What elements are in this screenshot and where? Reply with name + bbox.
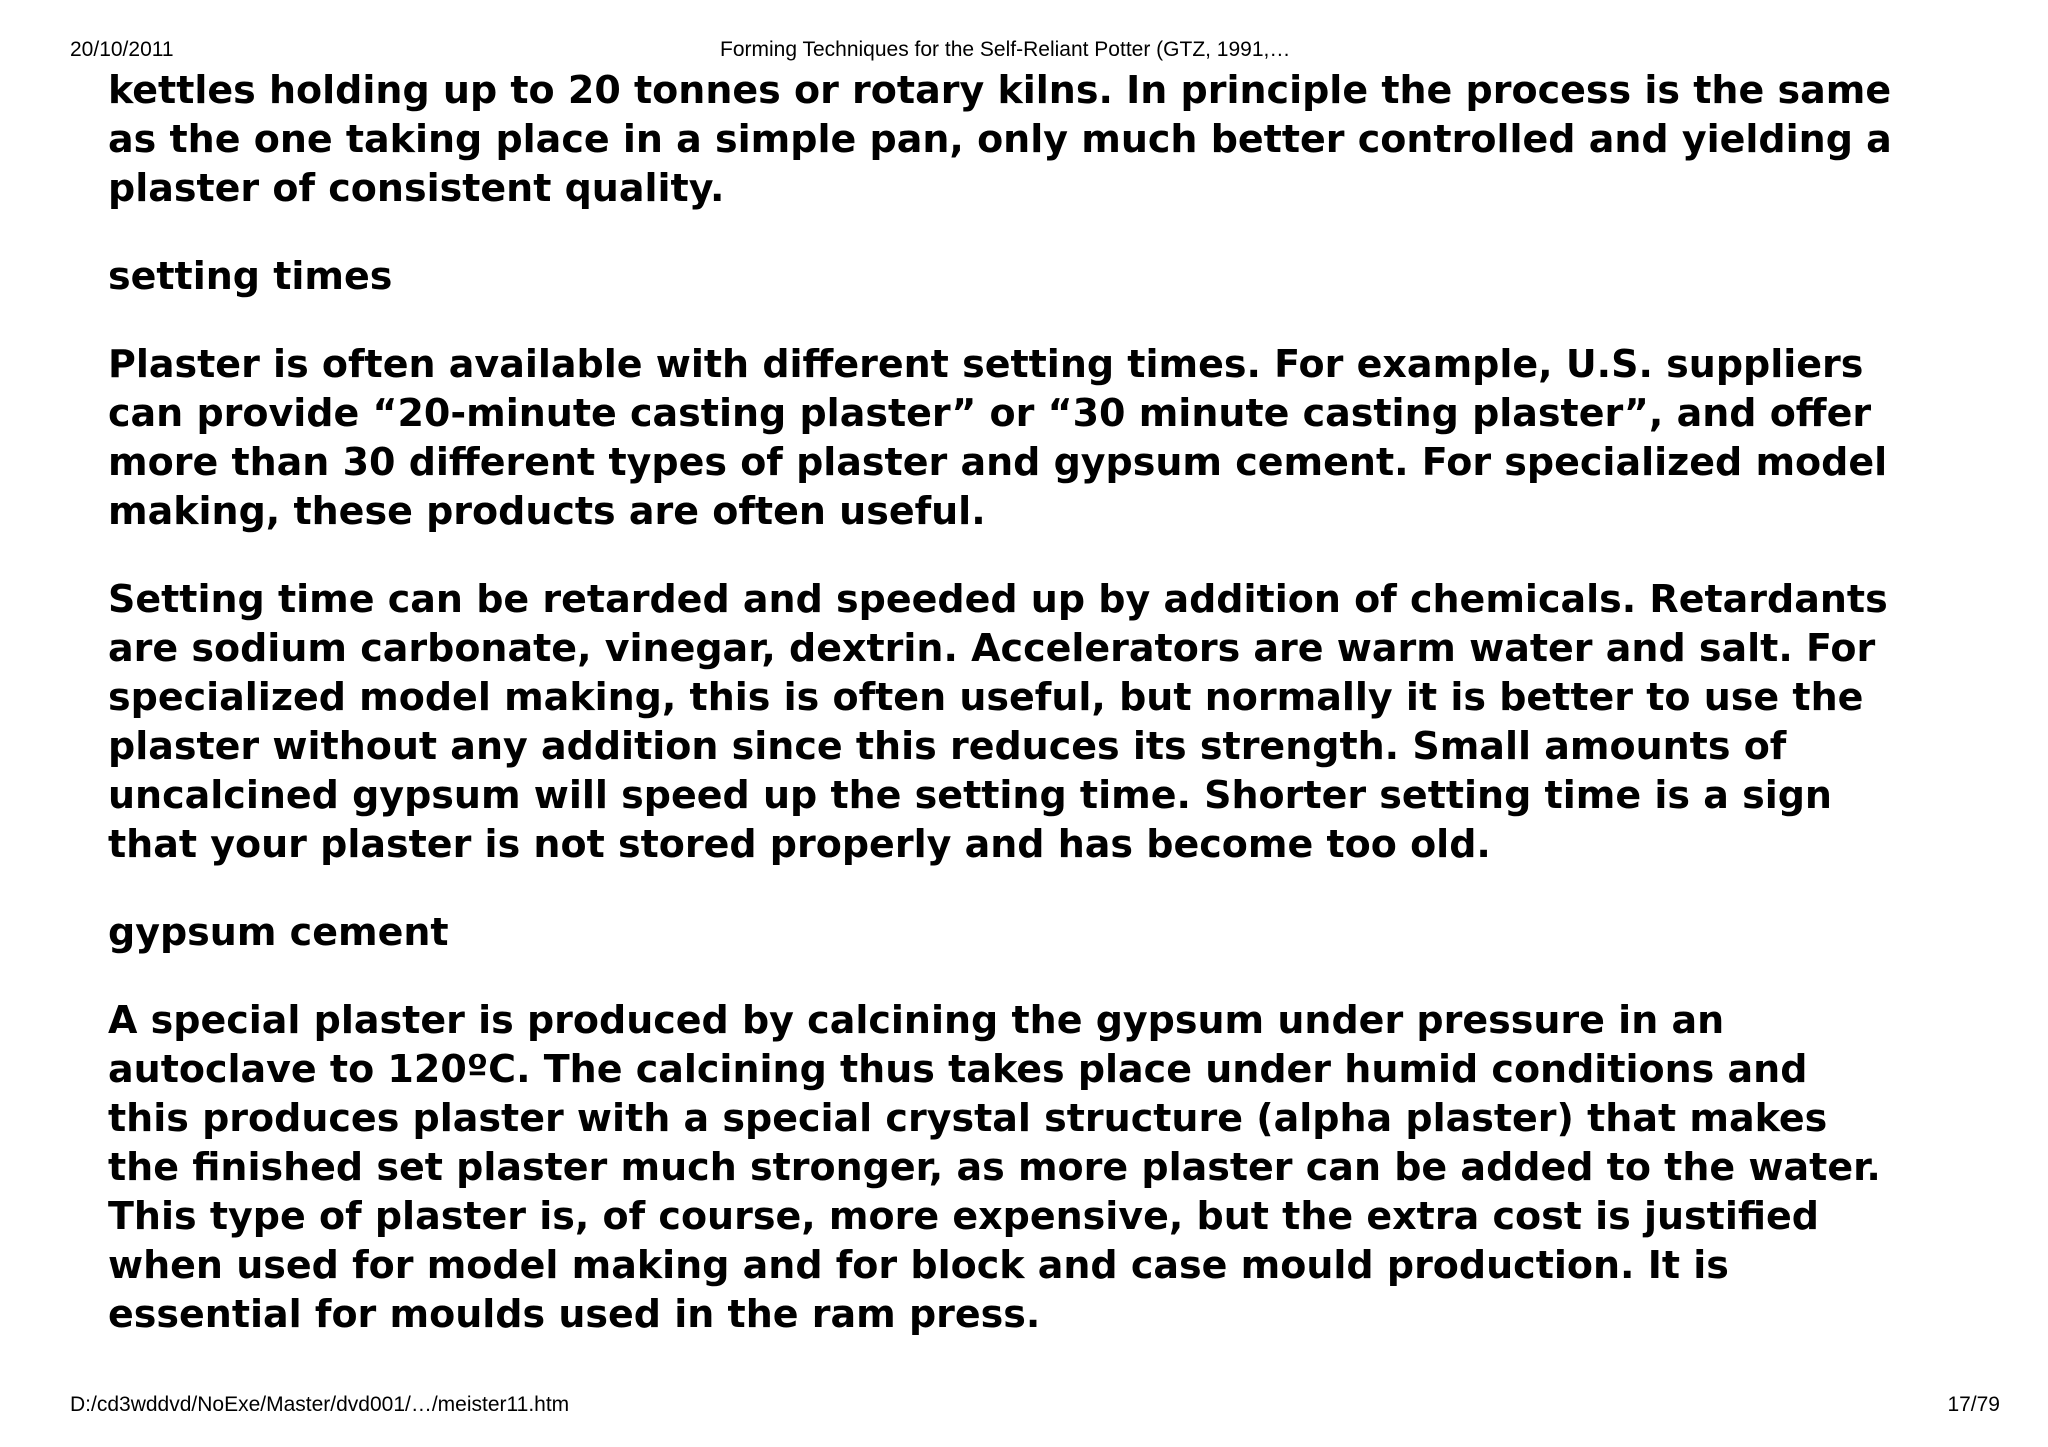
text-line: essential for moulds used in the ram press. (108, 1292, 1041, 1336)
text-line: kettles holding up to 20 tonnes or rotary kilns. In principle the process is the same (108, 68, 1892, 112)
header-date: 20/10/2011 (70, 38, 174, 61)
text-line: can provide “20-minute casting plaster” or “30 minute casting plaster”, and offer (108, 391, 1872, 435)
section-heading (108, 908, 1988, 957)
text-line: A special plaster is produced by calcining the gypsum under pressure in an (108, 998, 1725, 1042)
paragraph (108, 575, 1988, 869)
text-line: Plaster is often available with different setting times. For example, U.S. suppliers (108, 342, 1864, 386)
paragraph (108, 66, 1988, 213)
section-heading (108, 252, 1988, 301)
header-title: Forming Techniques for the Self-Reliant Potter (GTZ, 1991,… (720, 38, 1291, 61)
heading-text: gypsum cement (108, 910, 449, 954)
paragraph (108, 996, 1988, 1339)
text-line: specialized model making, this is often useful, but normally it is better to use the (108, 675, 1864, 719)
text-line: Setting time can be retarded and speeded up by addition of chemicals. Retardants (108, 577, 1888, 621)
footer-file-path: D:/cd3wddvd/NoExe/Master/dvd001/…/meister11.htm (70, 1393, 570, 1416)
text-line: that your plaster is not stored properly and has become too old. (108, 822, 1491, 866)
text-line: are sodium carbonate, vinegar, dextrin. Accelerators are warm water and salt. For (108, 626, 1876, 670)
page-footer (0, 1393, 2048, 1423)
text-line: as the one taking place in a simple pan, only much better controlled and yielding a (108, 117, 1892, 161)
document-body (108, 66, 1988, 1378)
text-line: plaster without any addition since this reduces its strength. Small amounts of (108, 724, 1787, 768)
text-line: when used for model making and for block and case mould production. It is (108, 1243, 1729, 1287)
text-line: this produces plaster with a special crystal structure (alpha plaster) that makes (108, 1096, 1828, 1140)
text-line: uncalcined gypsum will speed up the setting time. Shorter setting time is a sign (108, 773, 1832, 817)
paragraph (108, 340, 1988, 536)
text-line: This type of plaster is, of course, more expensive, but the extra cost is justified (108, 1194, 1819, 1238)
text-line: the finished set plaster much stronger, as more plaster can be added to the water. (108, 1145, 1881, 1189)
text-line: more than 30 different types of plaster and gypsum cement. For specialized model (108, 440, 1888, 484)
text-line: making, these products are often useful. (108, 489, 986, 533)
page-header (0, 38, 2048, 68)
heading-text: setting times (108, 254, 393, 298)
text-line: plaster of consistent quality. (108, 166, 725, 210)
footer-page-number: 17/79 (1947, 1393, 2000, 1416)
text-line: autoclave to 120ºC. The calcining thus takes place under humid conditions and (108, 1047, 1808, 1091)
